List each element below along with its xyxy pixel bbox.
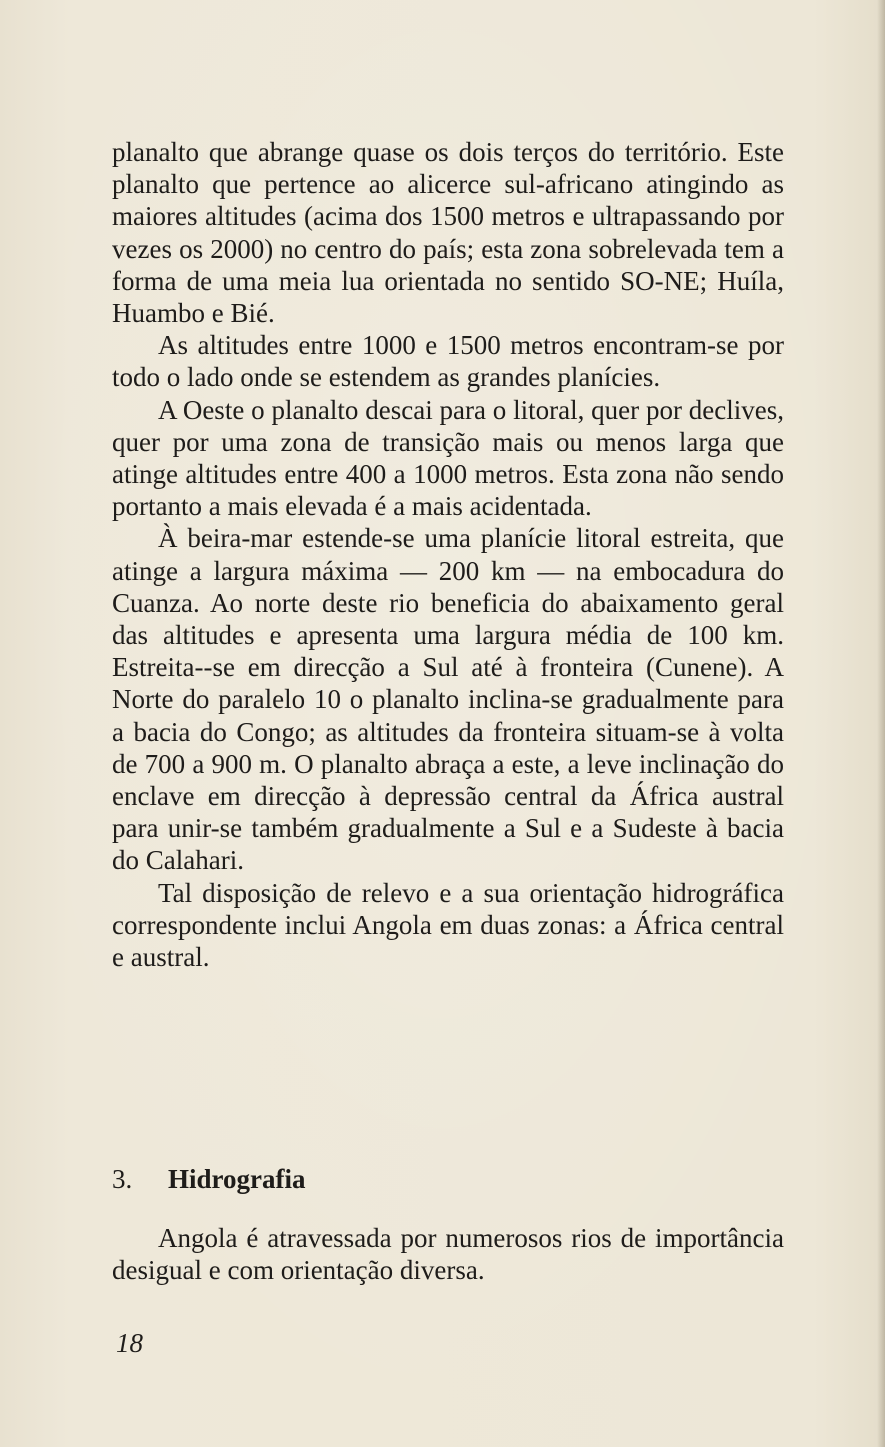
paragraph-beira-mar: À beira-mar estende-se uma planície litoral estreita, que atinge a largura máxima — 200 km — na embocadura do Cuanza. Ao norte deste rio beneficia do abaixamento geral das altitudes e apresenta uma largura média de 100 km. Estreita--se em direcção a Sul até à fronteira (Cunene). A Norte do paralelo 10 o planalto inclina-se gradualmente para a bacia do Congo; as altitudes da fronteira situam-se à volta de 700 a 900 m. O planalto abraça a este, a leve inclinação do enclave em direcção à depressão central da África austral para unir-se também gradualmente a Sul e a Sudeste à bacia do Calahari.: [112, 523, 784, 876]
page-number: 18: [116, 1328, 143, 1358]
paragraph-disposicao: Tal disposição de relevo e a sua orientação hidrográfica correspondente inclui Angola em duas zonas: a África central e austral.: [112, 877, 784, 973]
paragraph-continuation: planalto que abrange quase os dois terços do território. Este planalto que pertence ao alicerce sul-africano atingindo as maiores altitudes (acima dos 1500 metros e ultrapassando por vezes os 2000) no centro do país; esta zona sobrelevada tem a forma de uma meia lua orientada no sentido SO-NE; Huíla, Huambo e Bié.: [112, 137, 784, 329]
section-body-text: [112, 1222, 784, 1286]
paragraph-hidrografia: Angola é atravessada por numerosos rios de importância desigual e com orientação diversa.: [112, 1223, 784, 1286]
page-edge-shadow: [877, 0, 885, 1447]
body-text: [112, 136, 784, 973]
section-heading: [112, 1162, 306, 1196]
section-number: 3.: [112, 1164, 133, 1194]
paragraph-altitudes: As altitudes entre 1000 e 1500 metros encontram-se por todo o lado onde se estendem as grandes planícies.: [112, 330, 784, 393]
paragraph-oeste: A Oeste o planalto descai para o litoral, quer por declives, quer por uma zona de transição mais ou menos larga que atinge altitudes entre 400 a 1000 metros. Esta zona não sendo portanto a mais elevada é a mais acidentada.: [112, 394, 784, 522]
section-title: Hidrografia: [168, 1164, 306, 1194]
